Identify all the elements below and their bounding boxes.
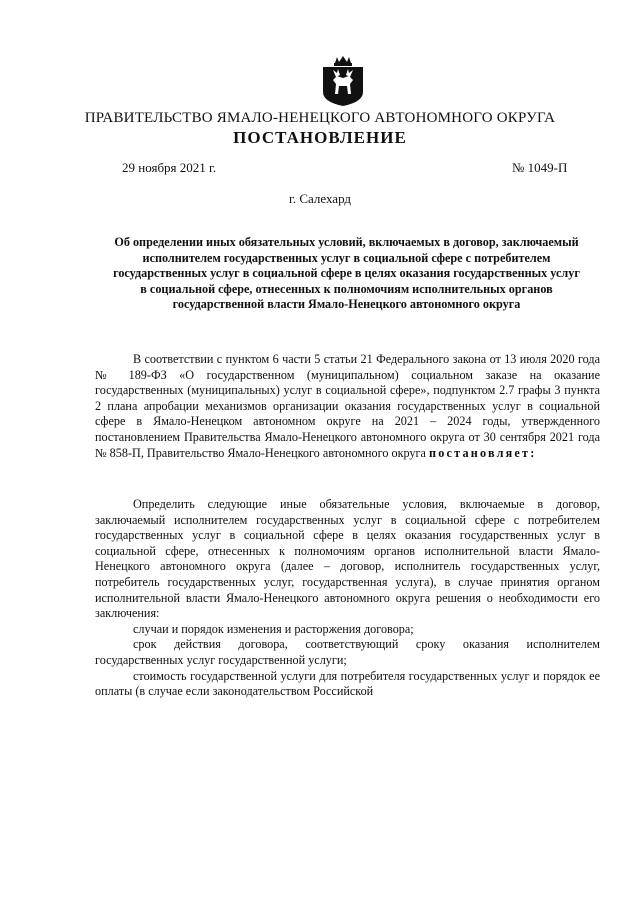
document-type: ПОСТАНОВЛЕНИЕ: [233, 128, 407, 147]
list-item: стоимость государственной услуги для потребителя государственных услуг и порядок ее оплаты (в случае если законодательством Российской: [95, 668, 600, 699]
body-block: [95, 497, 600, 700]
document-title: Об определении иных обязательных условий, включаемых в договор, заключаемый исполнителем государственных услуг в социальной сфере с потребителем государственных услуг в социальной сфере в целях оказания государственных услуг в социальной сфере, отнесенных к полномочиям исполнительных органов государственной власти Ямало-Ненецкого автономного округа: [113, 235, 580, 312]
coat-of-arms-icon: [321, 56, 365, 106]
list-item: случаи и порядок изменения и расторжения договора;: [133, 621, 414, 636]
preamble-block: [95, 352, 600, 461]
decree-word: постановляет:: [428, 445, 537, 460]
document-city: г. Салехард: [288, 191, 352, 206]
list-item: срок действия договора, соответствующий сроку оказания исполнителем государственных услуг государственной услуги;: [95, 637, 600, 667]
document-number: № 1049-П: [512, 160, 568, 175]
preamble-text: В соответствии с пунктом 6 части 5 статьи 21 Федерального закона от 13 июля 2020 года № 189-ФЗ «О государственном (муниципальном) социальном заказе на оказание государственных (муниципальных) услуг в социальной сфере», подпунктом 2.7 графы 3 пункта 2 плана апробации механизмов организации оказания государственных услуг в социальной сфере в Ямало-Ненецком автономном округе на 2021 – 2024 годы, утвержденного постановлением Правительства Ямало-Ненецкого автономного округа от 30 сентября 2021 года № 858-П, Правительство Ямало-Ненецкого автономного округа: [95, 352, 600, 460]
body-intro: Определить следующие иные обязательные условия, включаемые в договор, заключаемый исполнителем государственных услуг в социальной сфере с потребителем государственных услуг в социальной сфере в целях оказания государственных услуг в социальной сфере, отнесенных к полномочиям органов исполнительной власти Ямало-Ненецкого автономного округа (далее – договор, исполнитель государственных услуг, потребитель государственных услуг, государственная услуга), в случае принятия органом исполнительной власти Ямало-Ненецкого автономного округа решения о необходимости его заключения:: [95, 497, 600, 621]
government-name: ПРАВИТЕЛЬСТВО ЯМАЛО-НЕНЕЦКОГО АВТОНОМНОГО ОКРУГА: [84, 110, 556, 126]
preamble-paragraph: [95, 352, 600, 461]
document-date: 29 ноября 2021 г.: [122, 160, 217, 175]
